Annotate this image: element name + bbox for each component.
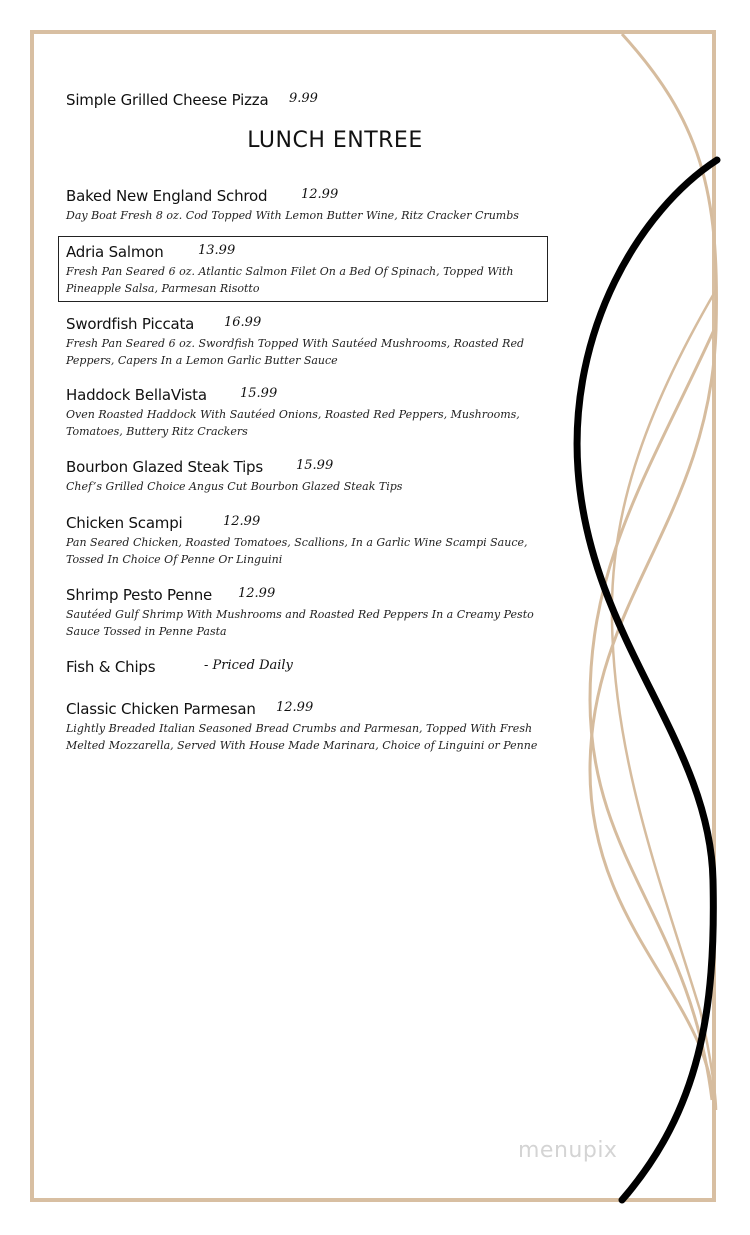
menu-item-grilled-cheese-pizza <box>66 90 566 109</box>
menu-item-chicken-scampi <box>66 513 566 568</box>
menu-item-swordfish-piccata <box>66 314 566 369</box>
item-name: Simple Grilled Cheese Pizza <box>66 91 269 109</box>
item-name: Bourbon Glazed Steak Tips <box>66 458 263 476</box>
menu-item-schrod <box>66 186 566 225</box>
item-price: 12.99 <box>238 586 276 601</box>
menu-item-bourbon-steak-tips <box>66 457 566 496</box>
item-name: Fish & Chips <box>66 658 156 676</box>
item-description: Sautéed Gulf Shrimp With Mushrooms and Roasted Red Peppers In a Creamy Pesto Sauce Tossed in Penne Pasta <box>66 608 534 638</box>
item-description: Pan Seared Chicken, Roasted Tomatoes, Scallions, In a Garlic Wine Scampi Sauce, Tossed In Choice Of Penne Or Linguini <box>66 536 528 566</box>
menu-item-shrimp-pesto-penne <box>66 585 566 640</box>
menu-item-adria-salmon <box>66 242 566 297</box>
item-description: Oven Roasted Haddock With Sautéed Onions, Roasted Red Peppers, Mushrooms, Tomatoes, Buttery Ritz Crackers <box>66 408 520 438</box>
item-price: - Priced Daily <box>204 658 293 673</box>
item-name: Baked New England Schrod <box>66 187 268 205</box>
watermark-logo: menupix <box>518 1138 618 1163</box>
menu-item-fish-and-chips <box>66 657 566 676</box>
item-price: 13.99 <box>198 243 236 258</box>
item-name: Haddock BellaVista <box>66 386 207 404</box>
item-price: 16.99 <box>224 315 262 330</box>
item-description: Lightly Breaded Italian Seasoned Bread Crumbs and Parmesan, Topped With Fresh Melted Mozzarella, Served With House Made Marinara, Choice of Linguini or Penne <box>66 722 538 752</box>
menu-item-chicken-parmesan <box>66 699 566 754</box>
item-name: Swordfish Piccata <box>66 315 195 333</box>
item-price: 15.99 <box>296 458 334 473</box>
item-price: 12.99 <box>276 700 314 715</box>
section-title: LUNCH ENTREE <box>247 128 423 153</box>
item-price: 15.99 <box>240 386 278 401</box>
menu-item-haddock-bellavista <box>66 385 566 440</box>
item-name: Classic Chicken Parmesan <box>66 700 256 718</box>
item-description: Day Boat Fresh 8 oz. Cod Topped With Lemon Butter Wine, Ritz Cracker Crumbs <box>66 209 519 222</box>
item-price: 9.99 <box>289 91 318 106</box>
item-description: Chef’s Grilled Choice Angus Cut Bourbon Glazed Steak Tips <box>66 480 403 493</box>
item-price: 12.99 <box>301 187 339 202</box>
item-name: Adria Salmon <box>66 243 164 261</box>
item-price: 12.99 <box>223 514 261 529</box>
item-description: Fresh Pan Seared 6 oz. Swordfish Topped With Sautéed Mushrooms, Roasted Red Peppers, Capers In a Lemon Garlic Butter Sauce <box>66 337 525 367</box>
item-name: Chicken Scampi <box>66 514 183 532</box>
item-description: Fresh Pan Seared 6 oz. Atlantic Salmon Filet On a Bed Of Spinach, Topped With Pineapple Salsa, Parmesan Risotto <box>66 265 514 295</box>
item-name: Shrimp Pesto Penne <box>66 586 213 604</box>
